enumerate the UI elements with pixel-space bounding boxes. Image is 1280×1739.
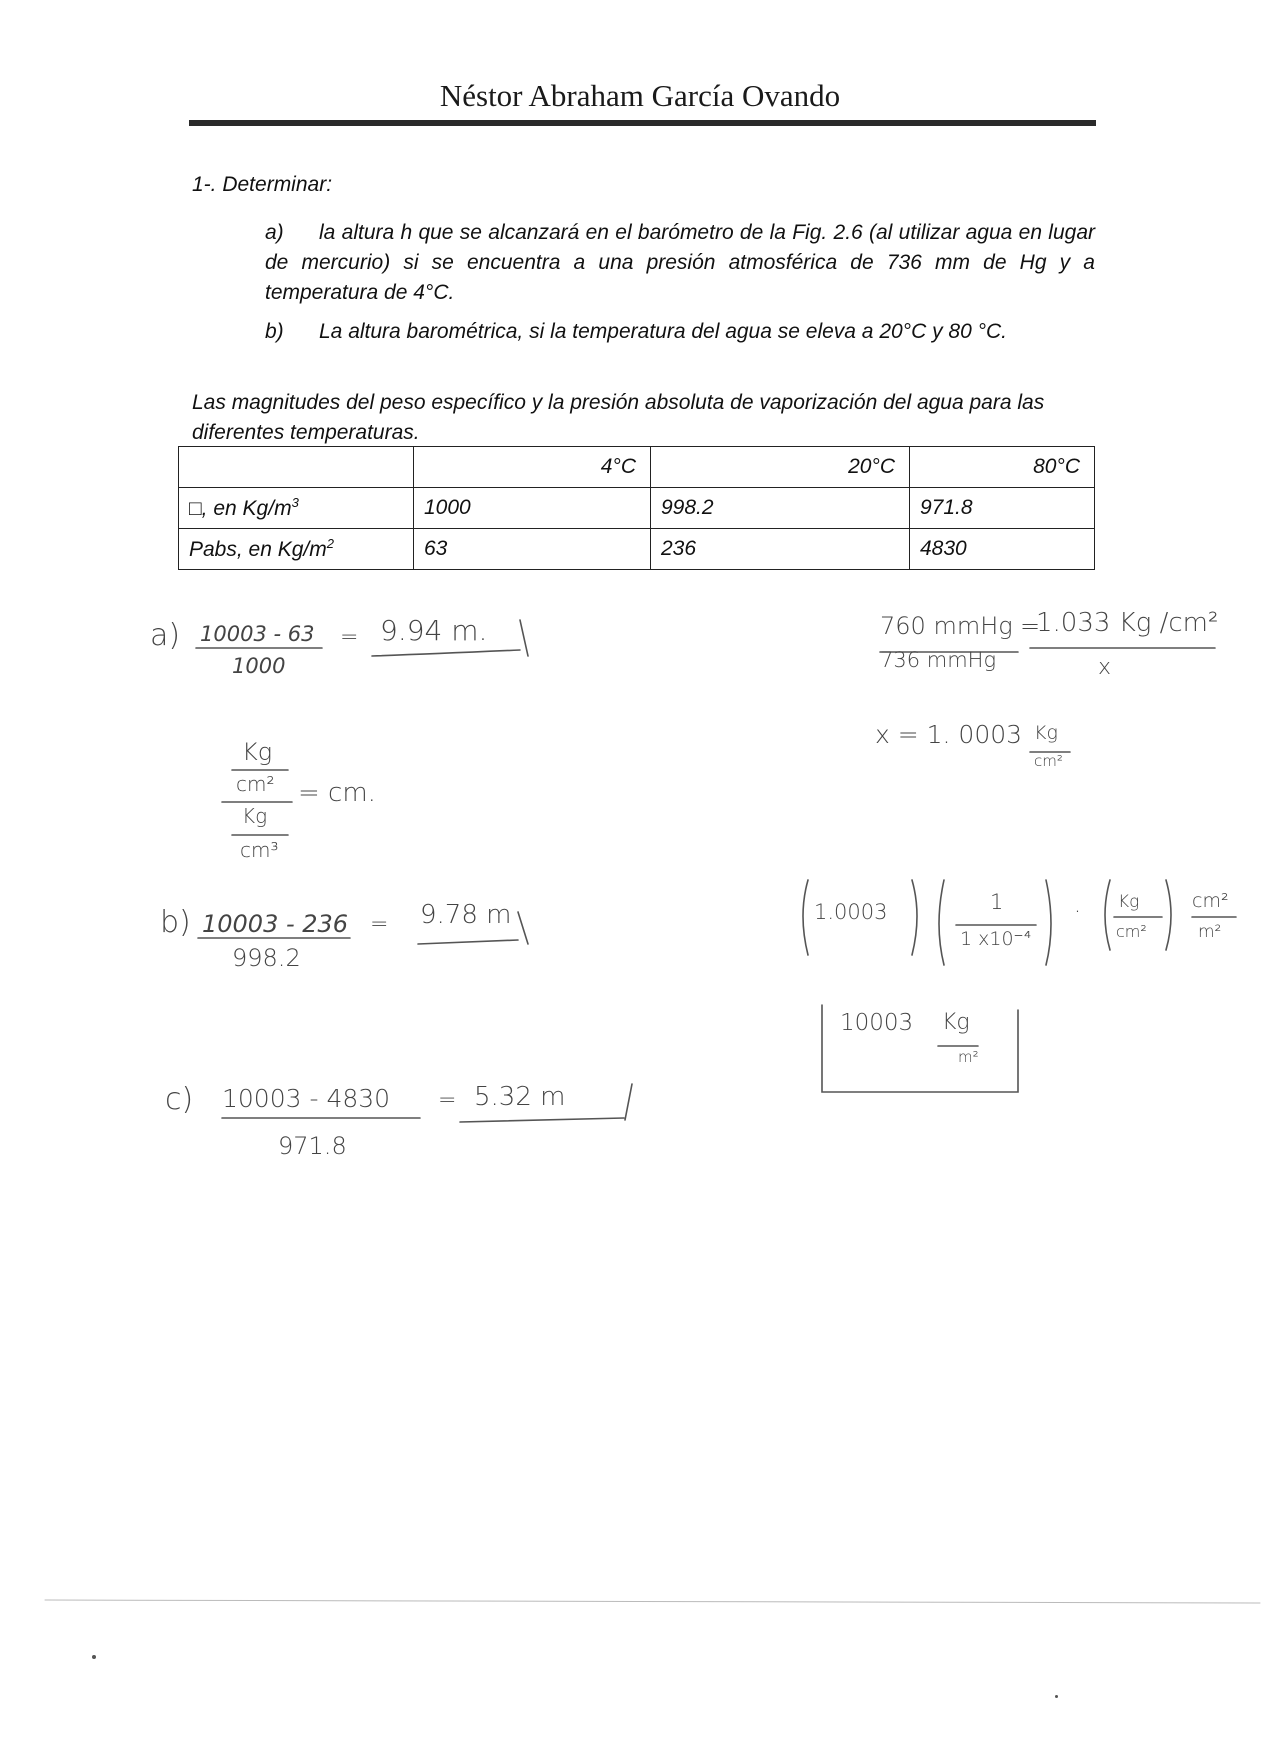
table-header-cell: 20°C: [651, 447, 910, 488]
hw-b-result: 9.78 m: [420, 900, 512, 930]
scan-speck: [1055, 1695, 1058, 1698]
hw-frac-den: m²: [1198, 922, 1222, 942]
author-name: Néstor Abraham García Ovando: [439, 78, 841, 113]
paren-right: [1166, 880, 1171, 950]
hw-conv-den-right: x: [1098, 655, 1112, 680]
table-header-cell: 4°C: [414, 447, 651, 488]
result-underline: [418, 940, 518, 944]
hw-units-kg: Kg: [242, 738, 273, 766]
hw-x-unit-den: cm²: [1034, 752, 1063, 770]
problem-number: 1-. Determinar:: [192, 173, 333, 196]
part-a-text: la altura h que se alcanzará en el barómetro de la Fig. 2.6 (al utilizar agua en lugar de mercurio) si se encuentra a una presión atmosférica de 736 mm de Hg y a temperatura de 4°C.: [265, 221, 1095, 304]
hw-boxed-unit-den: m²: [958, 1048, 979, 1066]
part-b-text: La altura barométrica, si la temperatura del agua se eleva a 20°C y 80 °C.: [319, 320, 1007, 343]
hw-units-cm2: cm²: [236, 772, 275, 796]
hw-b-denominator: 998.2: [232, 944, 301, 972]
table-header-cell: 80°C: [910, 447, 1095, 488]
table-cell: 998.2: [651, 488, 910, 529]
hw-dot-operator: ·: [1074, 900, 1081, 925]
table-row-label: □, en $Kg/m^3$: [179, 488, 414, 529]
hw-boxed-unit-num: Kg: [942, 1010, 970, 1035]
hw-paren-num: 1: [990, 890, 1004, 914]
hw-c-result: 5.32 m: [474, 1082, 566, 1112]
hw-conv-num-right: 1.033 Kg /cm²: [1036, 608, 1219, 638]
hw-units-kg: Kg: [242, 804, 268, 828]
hw-paren-unit-den: cm²: [1116, 922, 1147, 941]
paren-right: [912, 880, 917, 955]
scan-speck: [92, 1655, 96, 1659]
table-cell: 63: [414, 529, 651, 570]
result-underline: [460, 1118, 624, 1122]
hw-boxed-value: 10003: [840, 1010, 914, 1036]
hw-a-denominator: 1000: [232, 654, 286, 678]
hw-paren-den: 1 x10⁻⁴: [960, 928, 1032, 950]
hw-a-result: 9.94 m.: [380, 614, 488, 647]
hw-x-value: x = 1. 0003: [875, 720, 1023, 749]
table-cell: 236: [651, 529, 910, 570]
hw-a-equals: =: [340, 625, 359, 650]
scan-edge: [45, 1600, 1260, 1603]
hw-b-label: b): [160, 905, 191, 940]
check-mark: [518, 912, 528, 944]
hw-paren-value: 1.0003: [814, 900, 888, 924]
hw-paren-unit-num: Kg: [1118, 892, 1140, 912]
hw-b-equals: =: [370, 912, 389, 937]
hw-c-label: c): [165, 1082, 194, 1117]
table-cell: 971.8: [910, 488, 1095, 529]
hw-b-numerator: 10003 - 236: [202, 910, 349, 938]
hw-c-denominator: 971.8: [278, 1132, 347, 1160]
hw-a-numerator: 10003 - 63: [200, 622, 315, 646]
paren-left: [1105, 880, 1110, 950]
hw-frac-num: cm²: [1192, 890, 1229, 912]
part-a-label: a): [265, 221, 284, 244]
paren-left: [939, 880, 944, 965]
paren-right: [1046, 880, 1051, 965]
hw-c-equals: =: [438, 1088, 457, 1113]
part-b-label: b): [265, 320, 284, 343]
hw-a-label: a): [150, 618, 181, 653]
table-cell: 1000: [414, 488, 651, 529]
check-mark: [520, 620, 528, 656]
table-intro: Las magnitudes del peso específico y la presión absoluta de vaporización del agua para las diferentes temperaturas.: [192, 391, 1045, 444]
paren-left: [803, 880, 808, 955]
table-row-label: Pabs, en $Kg/m^2$: [179, 529, 414, 570]
check-mark: [625, 1084, 632, 1120]
result-underline: [372, 650, 520, 656]
hw-conv-den-left: 736 mmHg: [880, 648, 997, 672]
hw-c-numerator: 10003 - 4830: [222, 1084, 391, 1113]
hw-units-cm3: cm³: [240, 838, 279, 862]
hw-units-result: = cm.: [298, 778, 376, 808]
table-cell: 4830: [910, 529, 1095, 570]
hw-conv-num-left: 760 mmHg: [880, 612, 1013, 640]
hw-conv-equals: =: [1020, 612, 1041, 640]
hw-x-unit-num: Kg: [1034, 722, 1058, 744]
